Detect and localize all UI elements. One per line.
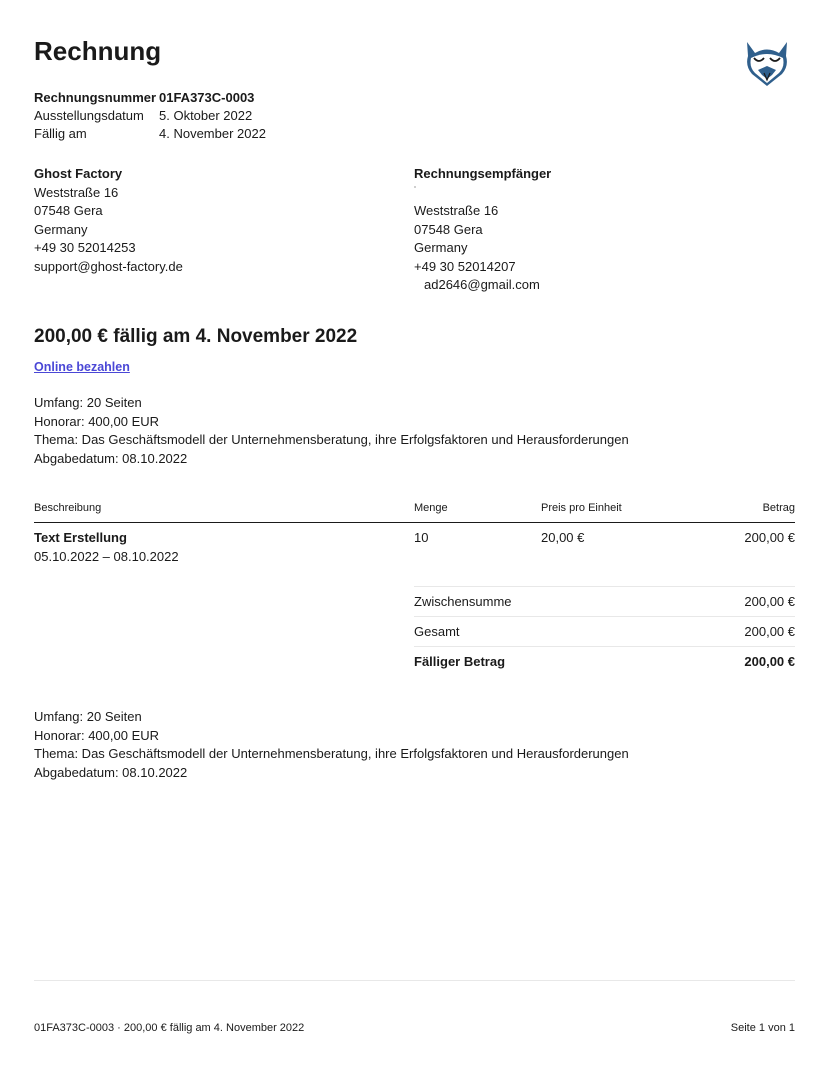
recipient-email: ad2646@gmail.com <box>424 277 540 292</box>
amount-due-heading: 200,00 € fällig am 4. November 2022 <box>34 326 358 347</box>
note-line: Abgabedatum: 08.10.2022 <box>34 450 188 466</box>
recipient-name-placeholder <box>414 184 551 203</box>
meta-label: Fällig am <box>34 126 87 141</box>
meta-issue-date <box>34 107 266 125</box>
sender-street: Weststraße 16 <box>34 184 119 200</box>
amount-due-label: Fälliger Betrag <box>414 654 506 669</box>
note-line: Thema: Das Geschäftsmodell der Unternehmensberatung, ihre Erfolgsfaktoren und Herausforderungen <box>34 746 629 761</box>
recipient-address <box>414 165 551 295</box>
recipient-city: 07548 Gera <box>414 221 483 237</box>
recipient-phone: +49 30 52014207 <box>414 258 516 274</box>
table-header-divider <box>34 522 795 523</box>
sender-phone: +49 30 52014253 <box>34 240 136 255</box>
item-description: Text Erstellung <box>34 530 127 545</box>
note-line: Honorar: 400,00 EUR <box>34 413 160 429</box>
note-line: Honorar: 400,00 EUR <box>34 727 160 743</box>
item-period: 05.10.2022 – 08.10.2022 <box>34 548 179 564</box>
recipient-heading: Rechnungsempfänger <box>414 166 552 181</box>
sender-name: Ghost Factory <box>34 166 123 181</box>
subtotal-value: 200,00 € <box>744 594 795 609</box>
item-quantity: 10 <box>414 530 429 545</box>
invoice-title: Rechnung <box>34 36 162 66</box>
meta-value: 4. November 2022 <box>159 126 266 141</box>
header-amount: Betrag <box>762 502 795 514</box>
subtotal-label: Zwischensumme <box>414 594 512 609</box>
sender-country: Germany <box>34 221 88 237</box>
table-row <box>34 529 179 566</box>
pay-online-link[interactable]: Online bezahlen <box>34 360 130 374</box>
header-quantity: Menge <box>414 502 448 514</box>
total-label: Gesamt <box>414 624 460 639</box>
ghost-owl-logo-icon <box>742 38 792 88</box>
totals-divider <box>414 586 795 587</box>
invoice-meta <box>34 89 266 143</box>
sender-city: 07548 Gera <box>34 203 103 218</box>
recipient-country: Germany <box>414 240 468 255</box>
header-description: Beschreibung <box>34 502 102 514</box>
note-line: Abgabedatum: 08.10.2022 <box>34 764 188 780</box>
total-value: 200,00 € <box>744 624 795 639</box>
recipient-street: Weststraße 16 <box>414 203 499 218</box>
meta-label: Rechnungsnummer <box>34 90 157 105</box>
totals-divider <box>414 616 795 617</box>
footer-summary: 01FA373C-0003 · 200,00 € fällig am 4. November 2022 <box>34 1022 305 1034</box>
meta-due-date <box>34 125 266 143</box>
item-amount: 200,00 € <box>744 530 795 545</box>
invoice-notes <box>34 394 629 468</box>
footer-divider <box>34 980 795 981</box>
note-line: Umfang: 20 Seiten <box>34 709 142 724</box>
meta-invoice-number <box>34 89 266 107</box>
meta-value: 5. Oktober 2022 <box>159 108 253 123</box>
note-line: Thema: Das Geschäftsmodell der Unternehmensberatung, ihre Erfolgsfaktoren und Herausforderungen <box>34 432 629 447</box>
totals-divider <box>414 646 795 647</box>
header-unit-price: Preis pro Einheit <box>541 502 622 514</box>
invoice-notes-footer <box>34 708 629 782</box>
sender-email: support@ghost-factory.de <box>34 258 183 274</box>
note-line: Umfang: 20 Seiten <box>34 395 142 410</box>
meta-label: Ausstellungsdatum <box>34 108 144 123</box>
meta-value: 01FA373C-0003 <box>159 90 255 105</box>
item-unit-price: 20,00 € <box>541 530 585 545</box>
sender-address <box>34 165 183 276</box>
footer-page-number: Seite 1 von 1 <box>730 1022 795 1034</box>
amount-due-value: 200,00 € <box>744 654 795 669</box>
